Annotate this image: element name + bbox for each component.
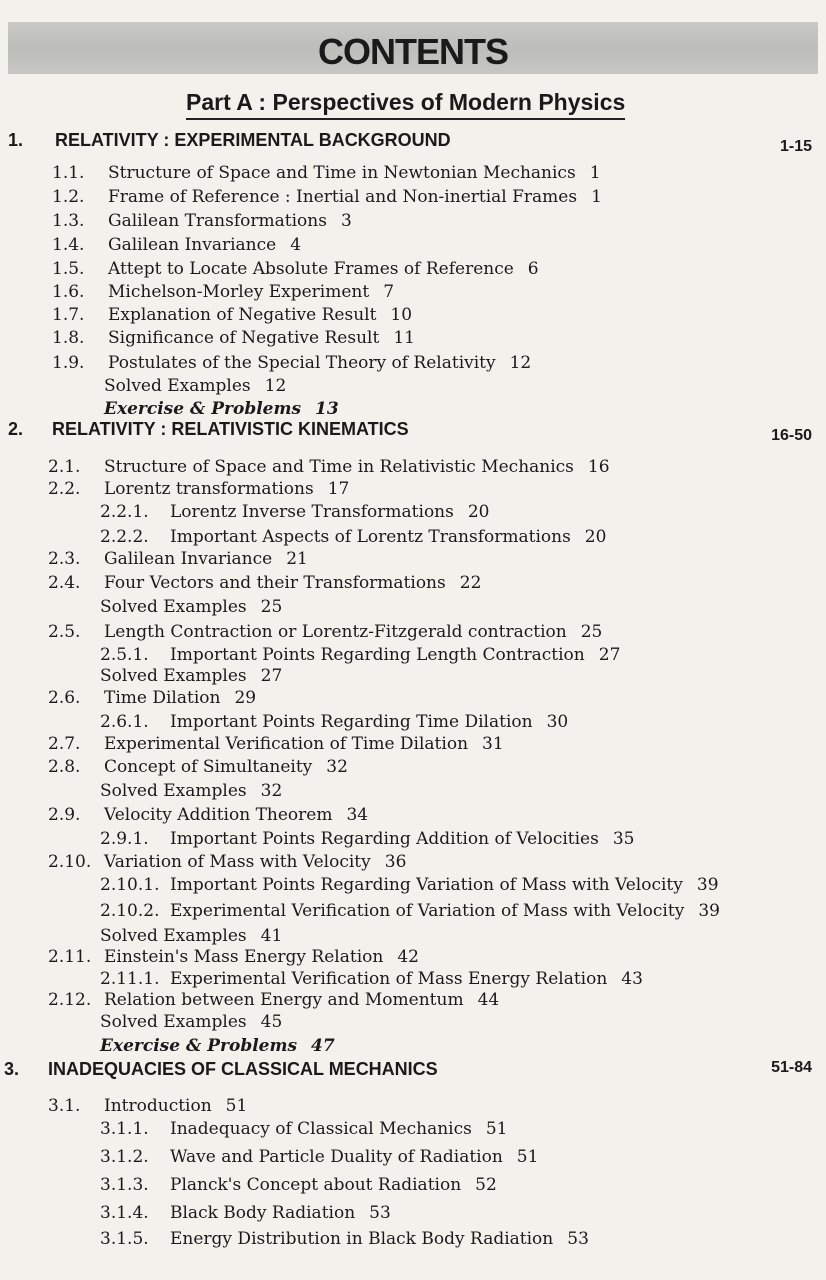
entry-page: 29: [234, 688, 257, 708]
entry-page: 47: [311, 1036, 335, 1056]
entry-page: 45: [260, 1012, 283, 1032]
entry-number: 2.9.1.: [100, 829, 149, 849]
entry-text: [170, 969, 643, 989]
entry-page: 31: [482, 734, 504, 754]
entry-number: 3.1.4.: [100, 1203, 149, 1223]
entry-text: [108, 163, 601, 183]
entry-title: Relation between Energy and Momentum: [104, 990, 464, 1010]
entry-page: 1: [591, 187, 602, 207]
entry-title: Michelson-Morley Experiment: [108, 282, 370, 302]
entry-text: [104, 573, 481, 593]
entry-page: 27: [260, 666, 283, 686]
entry-title: Black Body Radiation: [170, 1203, 356, 1223]
chapter-number: 2.: [8, 419, 24, 439]
entry-text: [108, 328, 415, 348]
entry-title: Einstein's Mass Energy Relation: [104, 947, 384, 967]
entry-text: [104, 805, 368, 825]
entry-number: 2.2.2.: [100, 527, 149, 547]
entry-text: [170, 901, 720, 921]
entry-page: 52: [475, 1175, 497, 1195]
chapter-title: RELATIVITY : EXPERIMENTAL BACKGROUND: [55, 130, 451, 150]
entry-title: Structure of Space and Time in Relativistic Mechanics: [104, 457, 574, 477]
entry-title: Concept of Simultaneity: [104, 757, 313, 777]
entry-page: 25: [260, 597, 283, 617]
entry-title: Introduction: [104, 1096, 212, 1116]
entry-title: Important Points Regarding Addition of Velocities: [170, 829, 599, 849]
entry-text: [100, 926, 282, 946]
entry-number: 2.11.1.: [100, 969, 160, 989]
page-title: CONTENTS: [318, 31, 508, 72]
entry-text: [104, 757, 348, 777]
entry-page: 22: [459, 573, 482, 593]
entry-title: Solved Examples: [100, 926, 247, 946]
entry-number: 1.9.: [52, 353, 85, 373]
entry-title: Solved Examples: [104, 376, 251, 396]
entry-text: [104, 457, 610, 477]
entry-title: Energy Distribution in Black Body Radiation: [170, 1229, 554, 1249]
entry-page: 13: [315, 399, 339, 419]
entry-number: 1.4.: [52, 235, 85, 255]
entry-page: 1: [589, 163, 601, 183]
entry-title: Solved Examples: [100, 597, 247, 617]
entry-page: 17: [327, 479, 350, 499]
entry-page: 21: [286, 549, 308, 569]
entry-number: 1.5.: [52, 259, 85, 279]
entry-number: 1.8.: [52, 328, 85, 348]
entry-page: 44: [477, 990, 500, 1010]
entry-number: 2.10.2.: [100, 901, 160, 921]
entry-title: Solved Examples: [100, 781, 247, 801]
entry-page: 35: [612, 829, 635, 849]
entry-number: 2.2.1.: [100, 502, 149, 522]
entry-title: Galilean Invariance: [108, 235, 277, 255]
entry-number: 2.12.: [48, 990, 92, 1010]
entry-title: Experimental Verification of Mass Energy Relation: [170, 969, 608, 989]
entry-text: [108, 353, 531, 373]
entry-number: 2.4.: [48, 573, 81, 593]
entry-title: Solved Examples: [100, 1012, 247, 1032]
entry-text: [104, 622, 602, 642]
entry-page: 32: [260, 781, 283, 801]
entry-title: Important Points Regarding Time Dilation: [170, 712, 533, 732]
entry-number: 2.5.: [48, 622, 81, 642]
entry-title: Exercise & Problems: [104, 399, 302, 419]
chapter-page-range: 16-50: [771, 427, 812, 444]
entry-text: [170, 712, 568, 732]
entry-number: 2.10.1.: [100, 875, 160, 895]
entry-text: [108, 187, 602, 207]
entry-text: [170, 527, 606, 547]
entry-text: [104, 479, 349, 499]
entry-title: Structure of Space and Time in Newtonian Mechanics: [108, 163, 576, 183]
entry-number: 1.3.: [52, 211, 85, 231]
entry-number: 2.7.: [48, 734, 81, 754]
entry-number: 1.6.: [52, 282, 85, 302]
entry-title: Frame of Reference : Inertial and Non-inertial Frames: [108, 187, 578, 207]
entry-page: 6: [527, 259, 539, 279]
entry-page: 11: [393, 328, 415, 348]
entry-text: [104, 688, 256, 708]
entry-text: [100, 1036, 335, 1056]
entry-page: 25: [580, 622, 603, 642]
entry-text: [170, 1203, 391, 1223]
entry-text: [104, 1096, 247, 1116]
chapter-title: RELATIVITY : RELATIVISTIC KINEMATICS: [52, 419, 409, 439]
entry-number: 3.1.: [48, 1096, 81, 1116]
entry-title: Significance of Negative Result: [108, 328, 380, 348]
entry-number: 1.7.: [52, 305, 85, 325]
entry-text: [104, 852, 406, 872]
entry-page: 20: [467, 502, 490, 522]
entry-number: 2.8.: [48, 757, 81, 777]
chapter-title: INADEQUACIES OF CLASSICAL MECHANICS: [48, 1059, 438, 1079]
entry-title: Explanation of Negative Result: [108, 305, 377, 325]
entry-title: Experimental Verification of Time Dilation: [104, 734, 469, 754]
entry-number: 3.1.5.: [100, 1229, 149, 1249]
entry-text: [170, 1119, 507, 1139]
entry-page: 51: [485, 1119, 508, 1139]
entry-text: [108, 235, 301, 255]
entry-title: Lorentz Inverse Transformations: [170, 502, 454, 522]
chapter-page-range: 1-15: [779, 138, 812, 155]
entry-title: Wave and Particle Duality of Radiation: [170, 1147, 503, 1167]
entry-number: 1.1.: [52, 163, 85, 183]
entry-text: [100, 1012, 282, 1032]
entry-title: Experimental Verification of Variation of Mass with Velocity: [170, 901, 685, 921]
entry-title: Four Vectors and their Transformations: [104, 573, 446, 593]
entry-number: 2.3.: [48, 549, 81, 569]
entry-page: 16: [587, 457, 610, 477]
entry-text: [170, 502, 490, 522]
entry-title: Important Points Regarding Length Contraction: [170, 645, 585, 665]
entry-text: [108, 305, 412, 325]
entry-title: Important Points Regarding Variation of Mass with Velocity: [170, 875, 683, 895]
entry-title: Lorentz transformations: [104, 479, 314, 499]
entry-text: [170, 1147, 538, 1167]
entry-text: [104, 990, 499, 1010]
entry-page: 12: [509, 353, 532, 373]
entry-title: Galilean Transformations: [108, 211, 327, 231]
entry-page: 34: [346, 805, 369, 825]
entry-page: 30: [546, 712, 569, 732]
entry-text: [108, 211, 352, 231]
entry-page: 20: [584, 527, 607, 547]
entry-title: Solved Examples: [100, 666, 247, 686]
entry-number: 2.6.: [48, 688, 81, 708]
entry-number: 2.1.: [48, 457, 81, 477]
entry-text: [170, 829, 634, 849]
entry-title: Exercise & Problems: [100, 1036, 298, 1056]
entry-title: Time Dilation: [104, 688, 221, 708]
entry-page: 4: [290, 235, 302, 255]
entry-number: 2.9.: [48, 805, 81, 825]
entry-text: [100, 781, 282, 801]
entry-page: 41: [260, 926, 283, 946]
entry-page: 42: [397, 947, 419, 967]
entry-page: 39: [698, 901, 720, 921]
entry-page: 51: [225, 1096, 248, 1116]
entry-title: Postulates of the Special Theory of Relativity: [108, 353, 496, 373]
entry-title: Attept to Locate Absolute Frames of Reference: [108, 259, 514, 279]
entry-page: 10: [390, 305, 413, 325]
entry-text: [108, 259, 539, 279]
entry-page: 39: [696, 875, 719, 895]
entry-title: Inadequacy of Classical Mechanics: [170, 1119, 472, 1139]
entry-page: 7: [383, 282, 395, 302]
entry-text: [170, 875, 719, 895]
entry-number: 2.11.: [48, 947, 92, 967]
entry-title: Important Aspects of Lorentz Transformations: [170, 527, 571, 547]
entry-page: 27: [598, 645, 621, 665]
entry-page: 53: [369, 1203, 391, 1223]
entry-page: 53: [567, 1229, 589, 1249]
entry-text: [170, 1229, 589, 1249]
entry-text: [100, 597, 282, 617]
entry-number: 2.2.: [48, 479, 81, 499]
chapter-number: 3.: [4, 1059, 20, 1079]
chapter-number: 1.: [8, 130, 24, 150]
entry-number: 3.1.1.: [100, 1119, 149, 1139]
entry-title: Planck's Concept about Radiation: [170, 1175, 462, 1195]
entry-number: 2.10.: [48, 852, 92, 872]
entry-text: [170, 1175, 497, 1195]
entry-text: [108, 282, 394, 302]
entry-number: 3.1.2.: [100, 1147, 149, 1167]
entry-page: 36: [384, 852, 407, 872]
entry-title: Length Contraction or Lorentz-Fitzgerald contraction: [104, 622, 567, 642]
entry-text: [170, 645, 620, 665]
entry-text: [104, 734, 504, 754]
entry-title: Galilean Invariance: [104, 549, 273, 569]
entry-text: [100, 666, 282, 686]
entry-title: Velocity Addition Theorem: [104, 805, 333, 825]
entry-page: 3: [340, 211, 352, 231]
entry-number: 1.2.: [52, 187, 85, 207]
entry-text: [104, 376, 286, 396]
part-heading: Part A : Perspectives of Modern Physics: [186, 86, 625, 120]
entry-text: [104, 399, 339, 419]
entry-text: [104, 947, 419, 967]
chapter-page-range: 51-84: [771, 1059, 812, 1076]
entry-title: Variation of Mass with Velocity: [104, 852, 371, 872]
entry-page: 12: [264, 376, 287, 396]
entry-text: [104, 549, 308, 569]
entry-page: 51: [516, 1147, 539, 1167]
entry-number: 3.1.3.: [100, 1175, 149, 1195]
entry-number: 2.5.1.: [100, 645, 149, 665]
entry-page: 43: [621, 969, 643, 989]
entry-page: 32: [326, 757, 348, 777]
entry-number: 2.6.1.: [100, 712, 149, 732]
